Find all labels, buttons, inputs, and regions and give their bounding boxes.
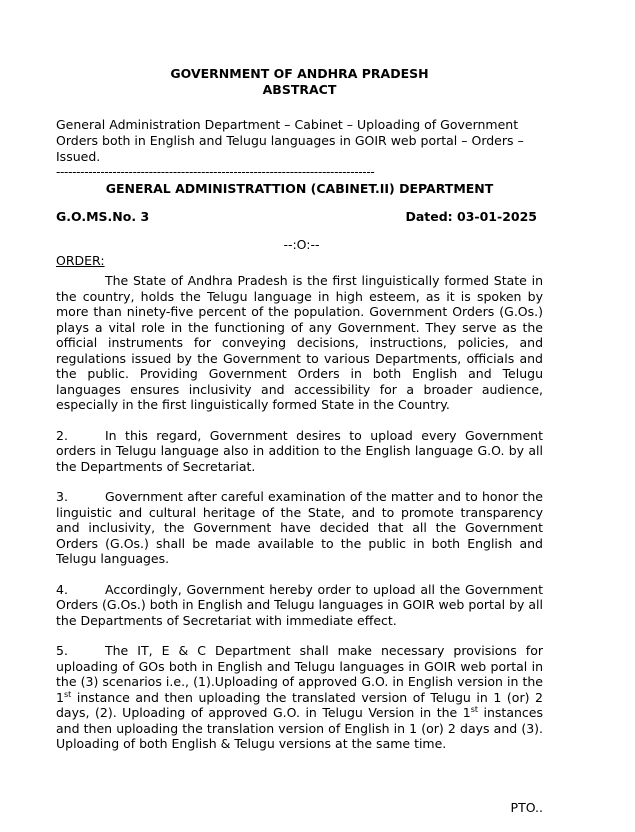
- document-page: [56, 66, 543, 752]
- abstract-title: ABSTRACT: [262, 82, 337, 97]
- department-title: GENERAL ADMINISTRATTION (CABINET.II) DEPARTMENT: [105, 181, 494, 196]
- go-date: Dated: 03-01-2025: [405, 209, 537, 224]
- government-title: GOVERNMENT OF ANDHRA PRADESH: [170, 66, 429, 81]
- paragraph-2-text: In this regard, Government desires to upload every Government orders in Telugu language also in addition to the English language G.O. by all the Departments of Secretariat.: [56, 427, 543, 474]
- paragraph-5-superscript-2: st: [470, 704, 479, 714]
- paragraph-5-text-b: instance and then uploading the translated version of Telugu in 1 (or) 2 days, (2). Uploading of approved G.O. in Telugu Version in the 1: [56, 689, 543, 720]
- pto-note: PTO..: [510, 800, 543, 815]
- section-separator: --:O:--: [283, 237, 320, 252]
- paragraph-4-number: 4.: [56, 581, 68, 597]
- dashed-divider: -------------------------------------------------------------------------------: [56, 166, 375, 178]
- paragraph-5: [56, 643, 543, 752]
- paragraph-2-number: 2.: [56, 427, 68, 443]
- paragraph-4-text: Accordingly, Government hereby order to upload all the Government Orders (G.Os.) both in English and Telugu languages in GOIR web portal by all the Departments of Secretariat with immediate effect.: [56, 581, 543, 628]
- paragraph-5-superscript-1: st: [63, 689, 72, 699]
- paragraph-2: [56, 428, 543, 475]
- go-number: G.O.MS.No. 3: [56, 209, 150, 224]
- paragraph-5-number: 5.: [56, 643, 68, 658]
- paragraph-5-text-a: The IT, E & C Department shall make necessary provisions for uploading of GOs both in English and Telugu languages in GOIR web portal in the (3) scenarios i.e., (1).Uploading of approved G.O. in English version in the 1: [56, 643, 543, 705]
- order-label: ORDER:: [56, 253, 105, 268]
- paragraph-4: [56, 582, 543, 629]
- paragraph-3: [56, 489, 543, 567]
- paragraph-3-text: Government after careful examination of the matter and to honor the linguistic and cultural heritage of the State, and to promote transparency and inclusivity, the Government have decided that all the Government Orders (G.Os.) shall be made available to the public in both English and Telugu languages.: [56, 489, 543, 566]
- paragraph-3-number: 3.: [56, 489, 68, 504]
- go-info-row: [56, 209, 543, 225]
- subject-text: General Administration Department – Cabinet – Uploading of Government Orders both in English and Telugu languages in GOIR web portal – Orders – Issued.: [56, 117, 524, 164]
- paragraph-5-text-c: instances and then uploading the translation version of English in 1 (or) 2 days and (3). Uploading of both English & Telugu versions at the same time.: [56, 705, 543, 751]
- paragraph-1: The State of Andhra Pradesh is the first linguistically formed State in the country, holds the Telugu language in high esteem, as it is spoken by more than ninety-five percent of the population. Government Orders (G.Os.) plays a vital role in the functioning of any Government. They serve as the official instruments for conveying decisions, instructions, policies, and regulations issued by the Government to various Departments, officials and the public. Providing Government Orders in both English and Telugu languages ensures inclusivity and accessibility for a broader audience, especially in the first linguistically formed State in the Country.: [56, 273, 543, 412]
